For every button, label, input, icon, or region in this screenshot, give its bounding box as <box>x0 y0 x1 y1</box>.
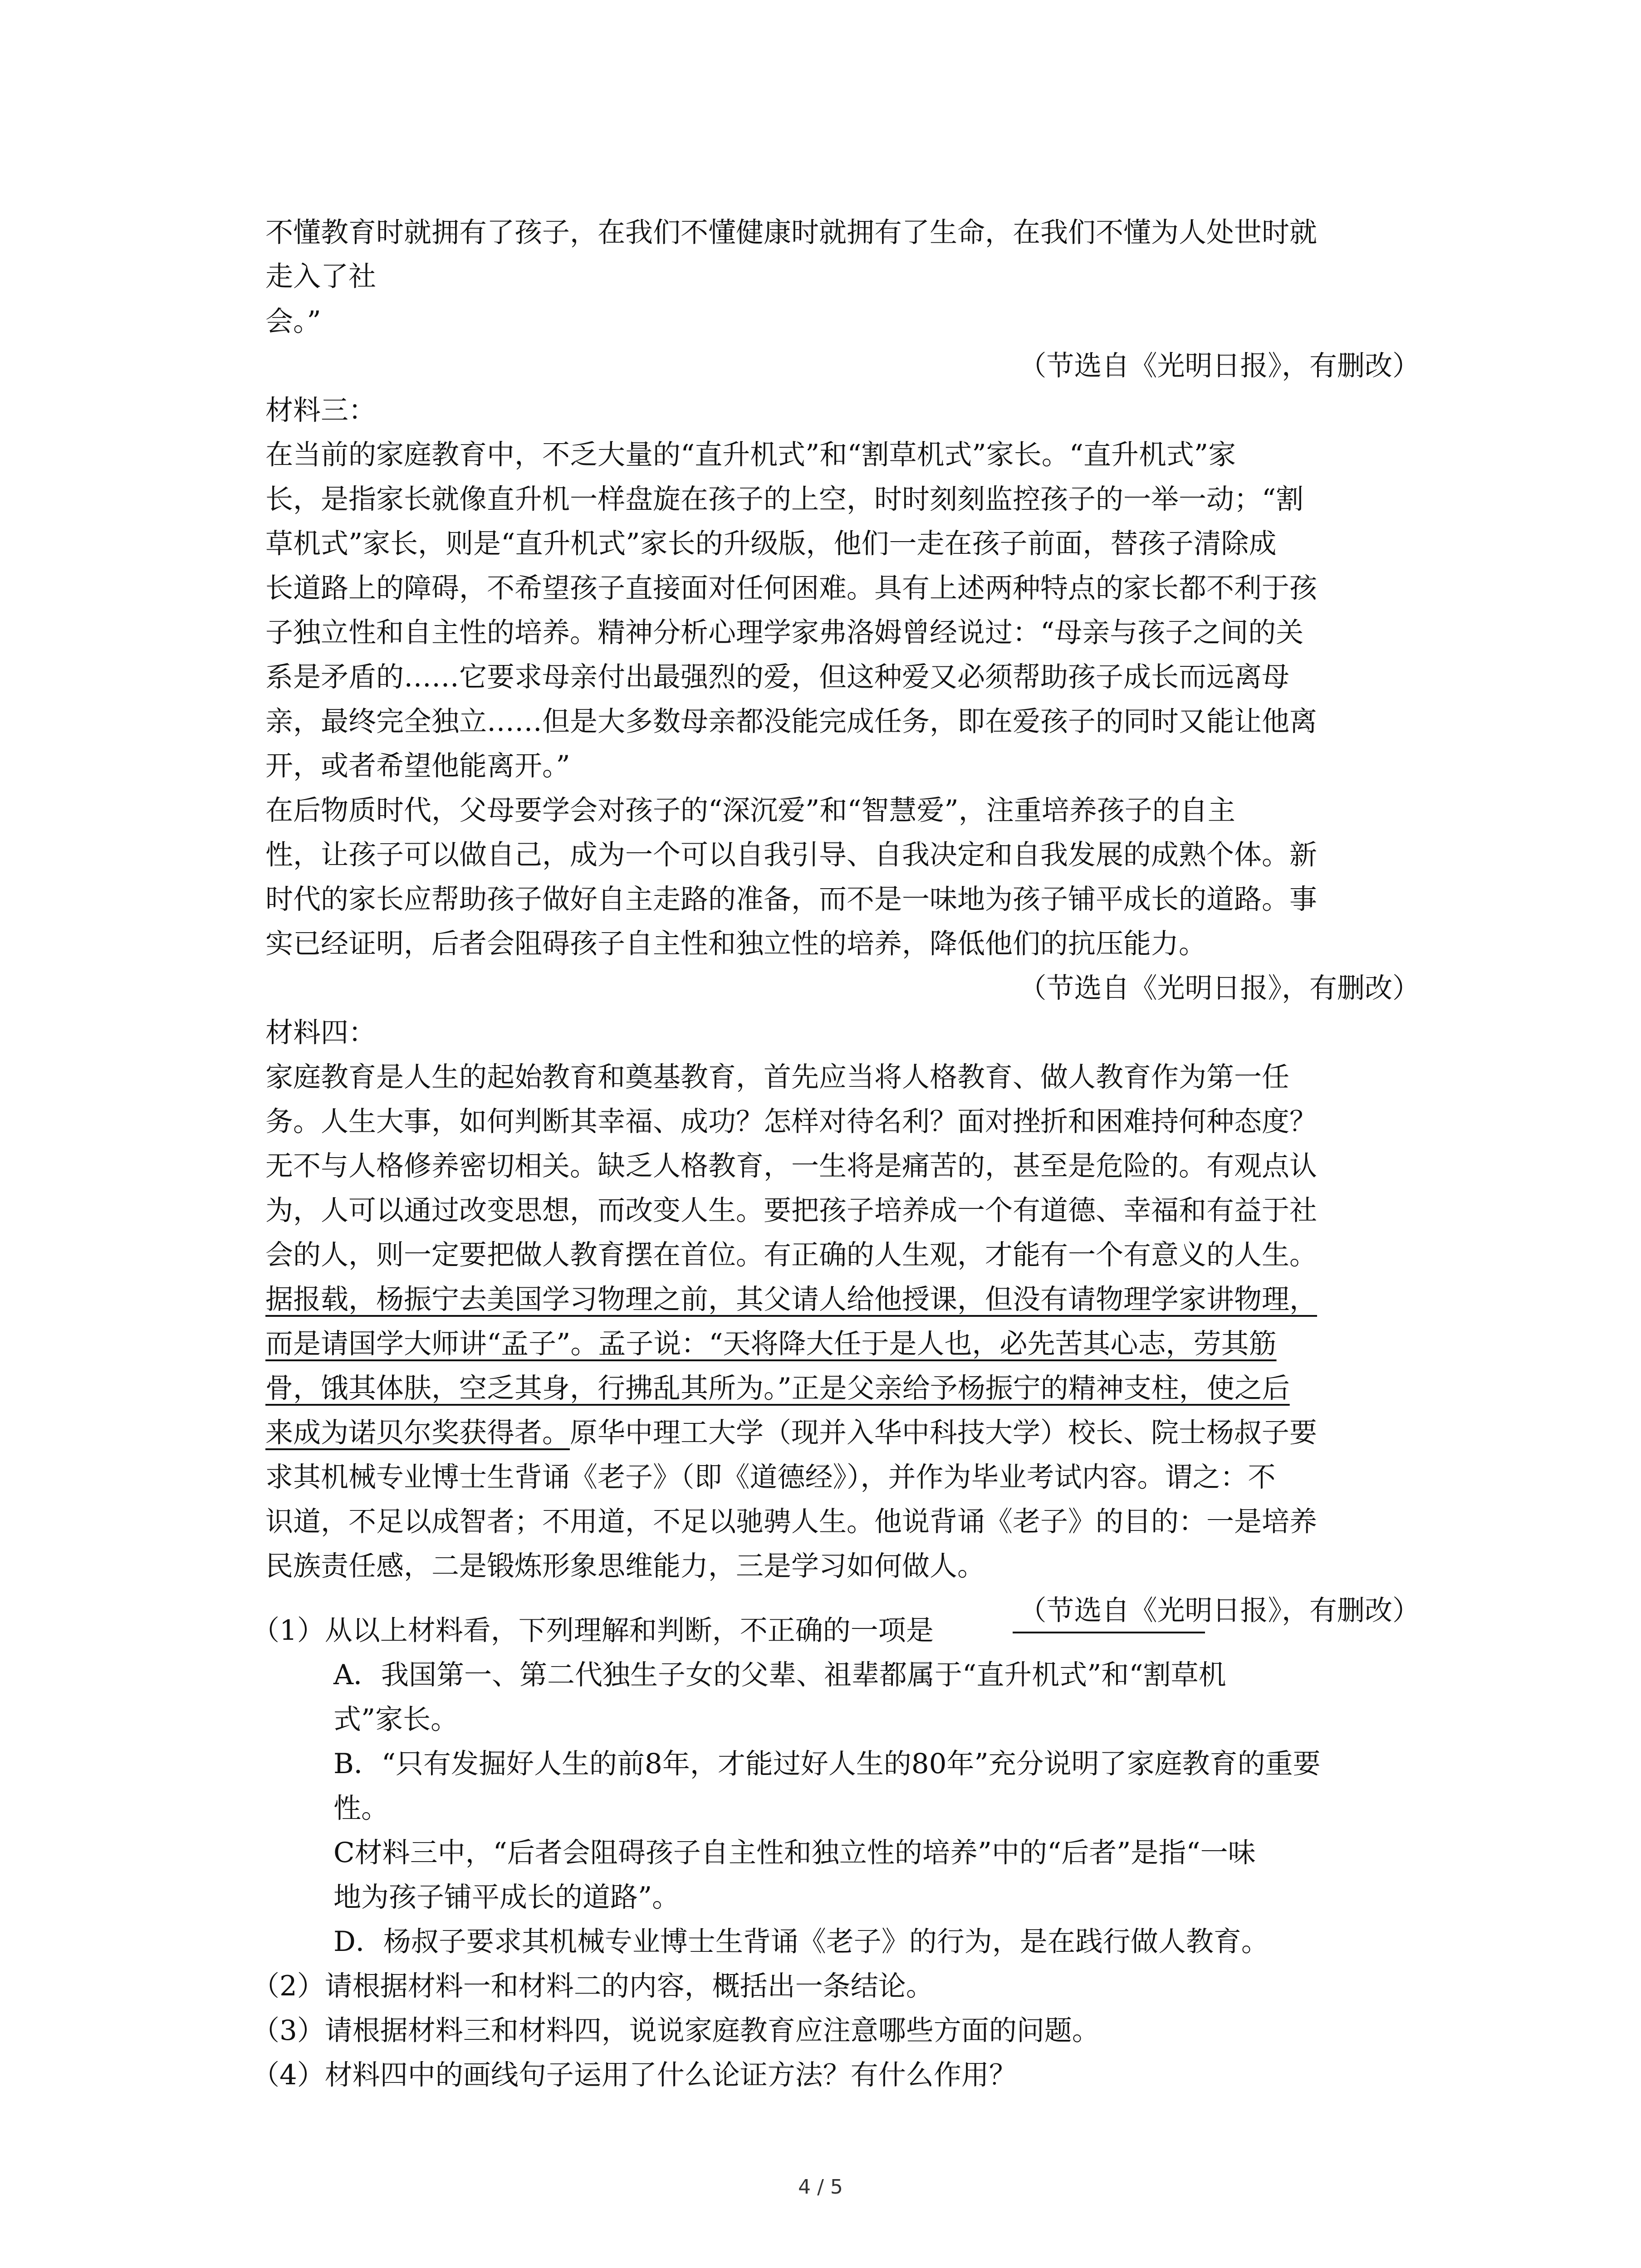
section-heading: 材料四： <box>265 1017 377 1049</box>
question-4: （4）材料四中的画线句子运用了什么论证方法？有什么作用？ <box>252 2059 1017 2091</box>
text-line: 会。” <box>265 305 321 337</box>
underlined-line: 骨，饿其体肤，空乏其身，行拂乱其所为。”正是父亲给予杨振宁的精神支柱，使之后 <box>265 1372 1290 1404</box>
text-line: 民族责任感，二是锻炼形象思维能力，三是学习如何做人。 <box>265 1550 985 1582</box>
text-line: 实已经证明，后者会阻碍孩子自主性和独立性的培养，降低他们的抗压能力。 <box>265 928 1207 960</box>
underlined-line: 据报载，杨振宁去美国学习物理之前，其父请人给他授课，但没有请物理学家讲物理， <box>265 1283 1318 1315</box>
text-line: 不懂教育时就拥有了孩子，在我们不懂健康时就拥有了生命，在我们不懂为人处世时就 <box>265 216 1318 249</box>
text-segment: 原华中理工大学（现并入华中科技大学）校长、院士杨叔子要 <box>570 1417 1318 1449</box>
text-line: 草机式”家长，则是“直升机式”家长的升级版，他们一走在孩子前面，替孩子清除成 <box>265 528 1277 560</box>
page-number: 4 / 5 <box>798 2175 843 2199</box>
question-1: （1）从以上材料看，下列理解和判断，不正确的一项是 <box>252 1614 934 1647</box>
underlined-segment: 来成为诺贝尔奖获得者。 <box>265 1417 570 1449</box>
text-line: 无不与人格修养密切相关。缺乏人格教育，一生将是痛苦的，甚至是危险的。有观点认 <box>265 1150 1318 1182</box>
source-citation: （节选自《光明日报》，有删改） <box>1019 1594 1420 1627</box>
answer-blank <box>1013 1632 1205 1633</box>
option-b: B．“只有发掘好人生的前8年，才能过好人生的80年”充分说明了家庭教育的重要 <box>333 1748 1321 1780</box>
text-line: 家庭教育是人生的起始教育和奠基教育，首先应当将人格教育、做人教育作为第一任 <box>265 1061 1290 1093</box>
source-citation: （节选自《光明日报》，有删改） <box>1019 350 1420 382</box>
section-heading: 材料三： <box>265 394 377 426</box>
text-line: 识道，不足以成智者；不用道，不足以驰骋人生。他说背诵《老子》的目的：一是培养 <box>265 1505 1318 1538</box>
text-line: 在后物质时代，父母要学会对孩子的“深沉爱”和“智慧爱”，注重培养孩子的自主 <box>265 794 1235 826</box>
option-a: A．我国第一、第二代独生子女的父辈、祖辈都属于“直升机式”和“割草机 <box>333 1659 1226 1691</box>
text-line: 会的人，则一定要把做人教育摆在首位。有正确的人生观，才能有一个有意义的人生。 <box>265 1239 1318 1271</box>
option-a-cont: 式”家长。 <box>333 1703 459 1735</box>
text-line: 时代的家长应帮助孩子做好自主走路的准备，而不是一味地为孩子铺平成长的道路。事 <box>265 883 1318 915</box>
text-line: 在当前的家庭教育中，不乏大量的“直升机式”和“割草机式”家长。“直升机式”家 <box>265 439 1236 471</box>
text-line: 长道路上的障碍，不希望孩子直接面对任何困难。具有上述两种特点的家长都不利于孩 <box>265 572 1318 604</box>
text-line: 亲，最终完全独立……但是大多数母亲都没能完成任务，即在爱孩子的同时又能让他离 <box>265 705 1318 738</box>
text-line <box>265 1413 1317 1453</box>
text-line: 为，人可以通过改变思想，而改变人生。要把孩子培养成一个有道德、幸福和有益于社 <box>265 1194 1318 1227</box>
question-2: （2）请根据材料一和材料二的内容，概括出一条结论。 <box>252 1970 934 2002</box>
option-c: C材料三中，“后者会阻碍孩子自主性和独立性的培养”中的“后者”是指“一味 <box>333 1837 1256 1869</box>
text-line: 务。人生大事，如何判断其幸福、成功？怎样对待名利？面对挫折和困难持何种态度？ <box>265 1105 1318 1138</box>
text-line: 子独立性和自主性的培养。精神分析心理学家弗洛姆曾经说过：“母亲与孩子之间的关 <box>265 616 1304 649</box>
source-citation: （节选自《光明日报》，有删改） <box>1019 972 1420 1004</box>
option-c-cont: 地为孩子铺平成长的道路”。 <box>333 1881 680 1913</box>
text-line: 性，让孩子可以做自己，成为一个可以自我引导、自我决定和自我发展的成熟个体。新 <box>265 839 1318 871</box>
option-b-cont: 性。 <box>333 1792 389 1824</box>
text-line: 系是矛盾的……它要求母亲付出最强烈的爱，但这种爱又必须帮助孩子成长而远离母 <box>265 661 1290 693</box>
text-line: 求其机械专业博士生背诵《老子》（即《道德经》），并作为毕业考试内容。谓之：不 <box>265 1461 1276 1493</box>
text-line: 开，或者希望他能离开。” <box>265 750 570 782</box>
question-3: （3）请根据材料三和材料四，说说家庭教育应注意哪些方面的问题。 <box>252 2014 1100 2047</box>
text-line: 走入了社 <box>265 260 377 293</box>
underlined-line: 而是请国学大师讲“孟子”。孟子说：“天将降大任于是人也，必先苦其心志，劳其筋 <box>265 1328 1277 1360</box>
option-d: D．杨叔子要求其机械专业博士生背诵《老子》的行为，是在践行做人教育。 <box>333 1926 1269 1958</box>
text-line: 长，是指家长就像直升机一样盘旋在孩子的上空，时时刻刻监控孩子的一举一动；“割 <box>265 483 1304 515</box>
